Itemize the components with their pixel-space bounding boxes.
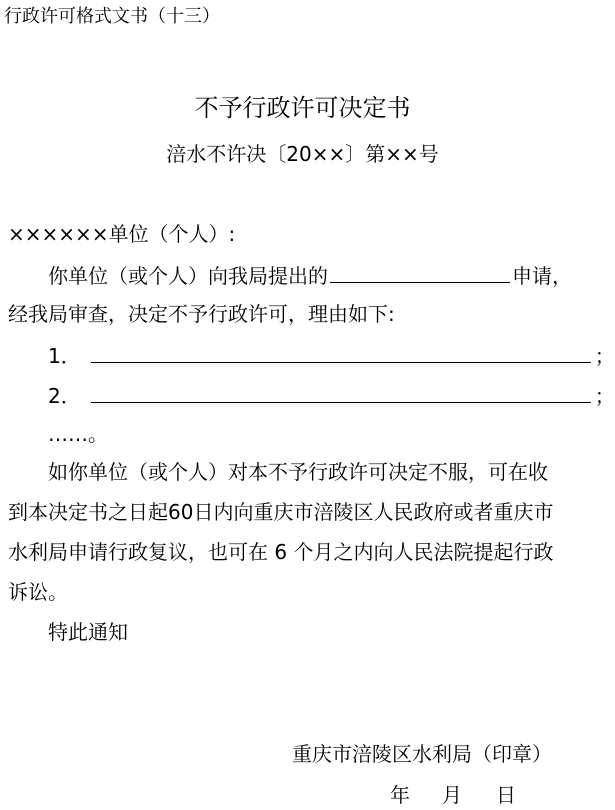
reason-2-line [48, 384, 615, 406]
reason-2-end: ； [594, 384, 615, 408]
reason-1-number: 1． [48, 344, 81, 368]
appeal-paragraph-line-3: 水利局申请行政复议，也可在 6 个月之内向人民法院提起行政 [8, 540, 554, 564]
request-line [48, 264, 572, 286]
appeal-paragraph-line-4: 诉讼。 [8, 580, 68, 604]
request-text-end: 申请， [512, 264, 572, 288]
reason-1-blank-field [91, 344, 591, 363]
reason-1-end: ； [594, 344, 615, 368]
appeal-paragraph-line-1: 如你单位（或个人）对本不予行政许可决定不服，可在收 [48, 460, 548, 484]
request-blank-field [330, 264, 510, 283]
request-text-start: 你单位（或个人）向我局提出的 [48, 264, 328, 288]
form-type-label: 行政许可格式文书（十三） [4, 6, 220, 27]
document-number: 涪水不许决〔20××〕第××号 [166, 142, 439, 166]
date-day-label: 日 [496, 783, 516, 807]
reason-1-line [48, 344, 615, 366]
review-decision-line: 经我局审查，决定不予行政许可，理由如下: [8, 302, 395, 326]
issuing-authority-signature: 重庆市涪陵区水利局（印章） [292, 742, 552, 766]
document-title: 不予行政许可决定书 [194, 94, 411, 122]
date-year-label: 年 [390, 783, 410, 807]
closing-notice: 特此通知 [48, 620, 128, 644]
reason-2-blank-field [91, 384, 591, 403]
addressee-line: ××××××单位（个人）: [8, 222, 236, 246]
reason-2-number: 2． [48, 384, 81, 408]
date-month-label: 月 [442, 783, 462, 807]
appeal-paragraph-line-2: 到本决定书之日起60日内向重庆市涪陵区人民政府或者重庆市 [8, 500, 554, 524]
ellipsis-line: ……。 [48, 422, 108, 446]
